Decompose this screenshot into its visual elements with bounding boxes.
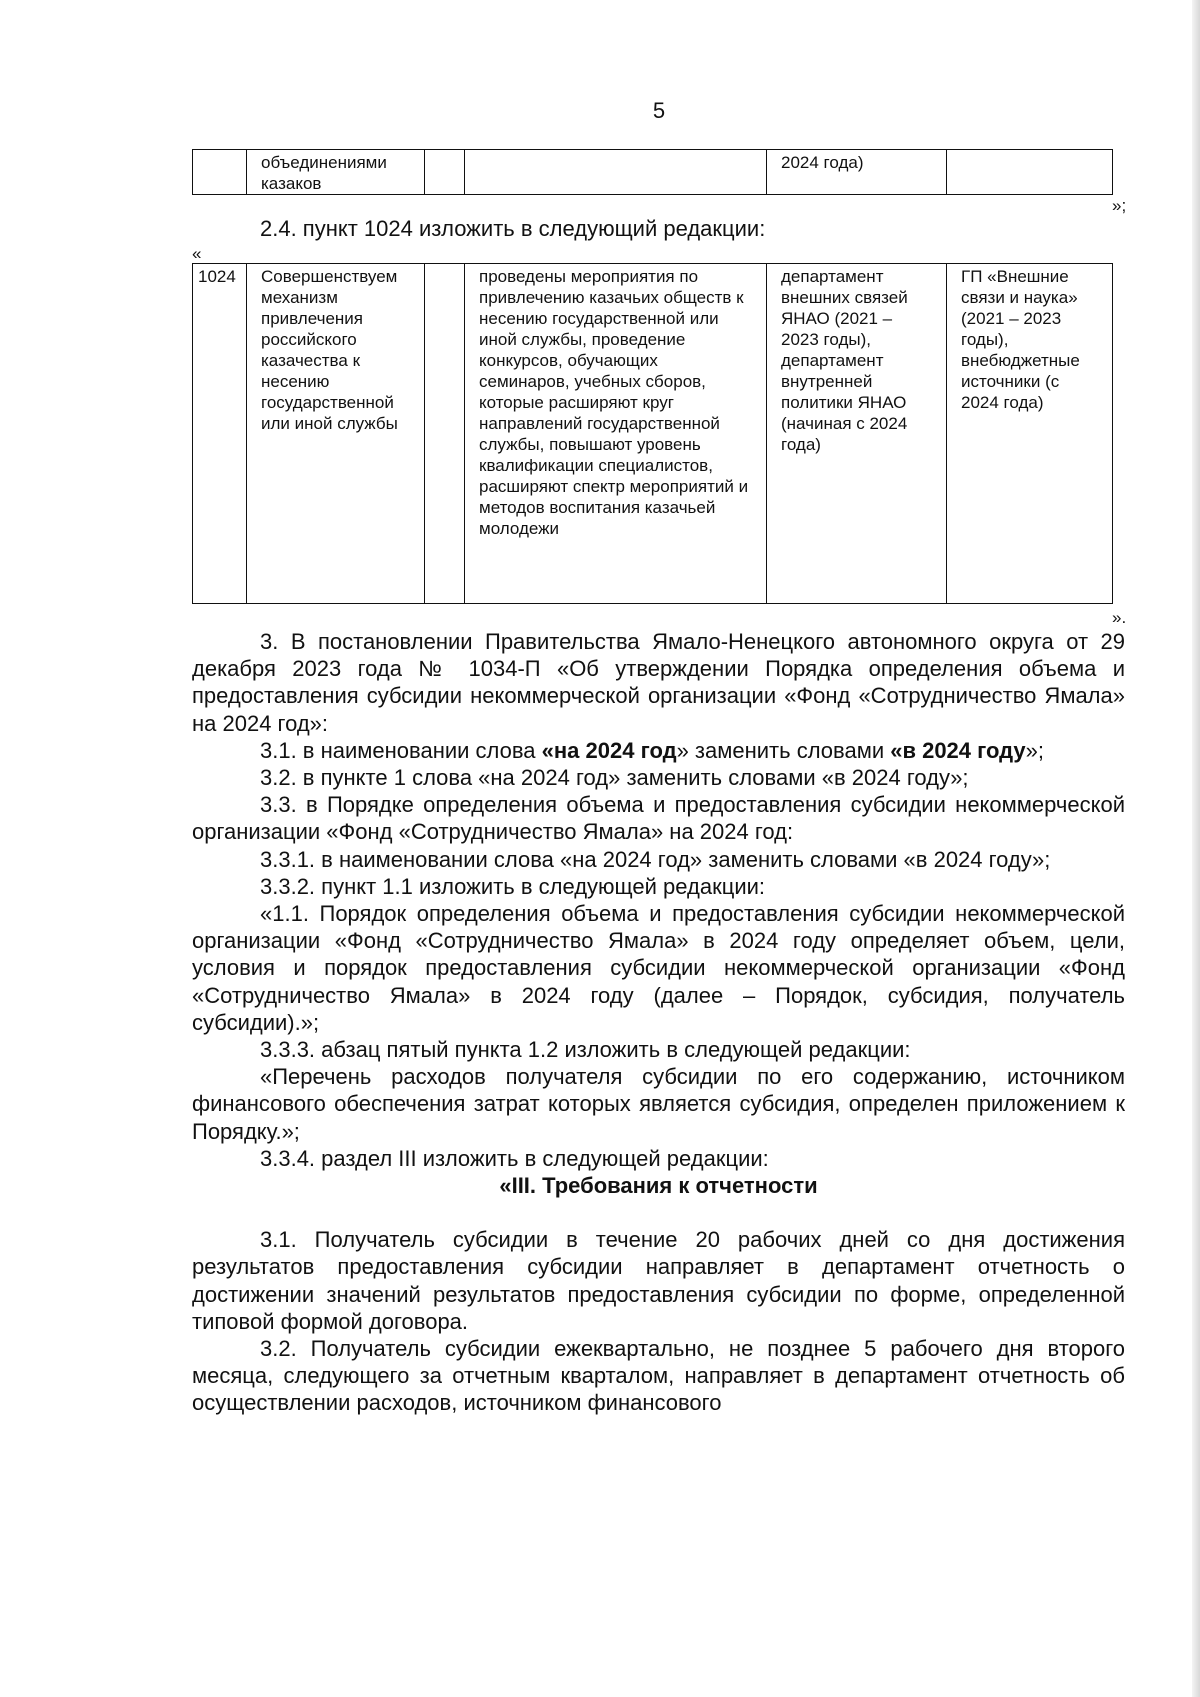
paragraph-3-3-1: 3.3.1. в наименовании слова «на 2024 год» заменить словами «в 2024 году»;	[260, 846, 1051, 872]
closing-quote-mark: ».	[1112, 608, 1127, 627]
table-cell	[425, 264, 465, 604]
table-item-1024	[192, 263, 1113, 604]
table-cell-responsible: департамент внешних связей ЯНАО (2021 – 2023 годы), департамент внутренней политики ЯНАО (начиная с 2024 года)	[767, 264, 947, 604]
closing-quote-mark: »;	[1112, 196, 1127, 215]
paragraph-list: «Перечень расходов получателя субсидии по его содержанию, источником финансового обеспечения затрат которых является субсидия, определен приложением к Порядку.»;	[192, 1064, 1125, 1144]
section-heading: «III. Требования к отчетности	[499, 1173, 818, 1199]
table-cell	[193, 150, 247, 195]
paragraph-3-1: 3.1. в наименовании слова «на 2024 год» заменить словами «в 2024 году»;	[260, 737, 1044, 763]
scan-edge	[1192, 0, 1200, 1697]
table-cell-source: ГП «Внешние связи и наука» (2021 – 2023 годы), внебюджетные источники (с 2024 года)	[947, 264, 1113, 604]
table-cell	[465, 150, 767, 195]
section-paragraph-3-1: 3.1. Получатель субсидии в течение 20 рабочих дней со дня достижения результатов предоставления субсидии направляет в департамент отчетность о достижении значений результатов предоставления субсидии по форме, определенной типовой формой договора.	[192, 1227, 1125, 1334]
paragraph-3-3-4: 3.3.4. раздел III изложить в следующей редакции:	[260, 1145, 769, 1171]
table-row	[193, 150, 1113, 195]
section-paragraph-3-2: 3.2. Получатель субсидии ежеквартально, не позднее 5 рабочего дня второго месяца, следующего за отчетным кварталом, направляет в департамент отчетность об осуществлении расходов, источником финансового	[192, 1336, 1125, 1416]
table-cell	[425, 150, 465, 195]
table-cell: 2024 года)	[767, 150, 947, 195]
table-cell: объединениями казаков	[247, 150, 425, 195]
opening-quote-mark: «	[192, 244, 202, 263]
paragraph-3-3-2: 3.3.2. пункт 1.1 изложить в следующей редакции:	[260, 873, 766, 899]
document-body	[192, 628, 1125, 1417]
table-cell	[947, 150, 1113, 195]
paragraph-2-4: 2.4. пункт 1024 изложить в следующий редакции:	[260, 216, 766, 241]
table-cell-number: 1024	[193, 264, 247, 604]
page-number: 5	[652, 98, 666, 123]
paragraph-3-2: 3.2. в пункте 1 слова «на 2024 год» заменить словами «в 2024 году»;	[260, 765, 969, 791]
paragraph-3: 3. В постановлении Правительства Ямало-Ненецкого автономного округа от 29 декабря 2023 года № 1034-П «Об утверждении Порядка определения объема и предоставления субсидии некоммерческой организации «Фонд «Сотрудничество Ямала» на 2024 год»:	[192, 629, 1125, 736]
table-continuation	[192, 149, 1113, 195]
table-row	[193, 264, 1113, 604]
paragraph-3-3: 3.3. в Порядке определения объема и предоставления субсидии некоммерческой организации «Фонд «Сотрудничество Ямала» на 2024 год:	[192, 792, 1125, 845]
table-cell-result: проведены мероприятия по привлечению казачьих обществ к несению государственной или иной службы, проведение конкурсов, обучающих семинаров, учебных сборов, которые расширяют круг направлений государственной службы, повышают уровень квалификации специалистов, расширяют спектр мероприятий и методов воспитания казачьей молодежи	[465, 264, 767, 604]
paragraph-1-1: «1.1. Порядок определения объема и предоставления субсидии некоммерческой организации «Фонд «Сотрудничество Ямала» в 2024 году определяет объем, цели, условия и порядок предоставления субсидии некоммерческой организации «Фонд «Сотрудничество Ямала» в 2024 году (далее – Порядок, субсидия, получатель субсидии).»;	[192, 901, 1125, 1035]
paragraph-3-3-3: 3.3.3. абзац пятый пункта 1.2 изложить в следующей редакции:	[260, 1037, 911, 1063]
table-cell-name: Совершенствуем механизм привлечения российского казачества к несению государственной или иной службы	[247, 264, 425, 604]
